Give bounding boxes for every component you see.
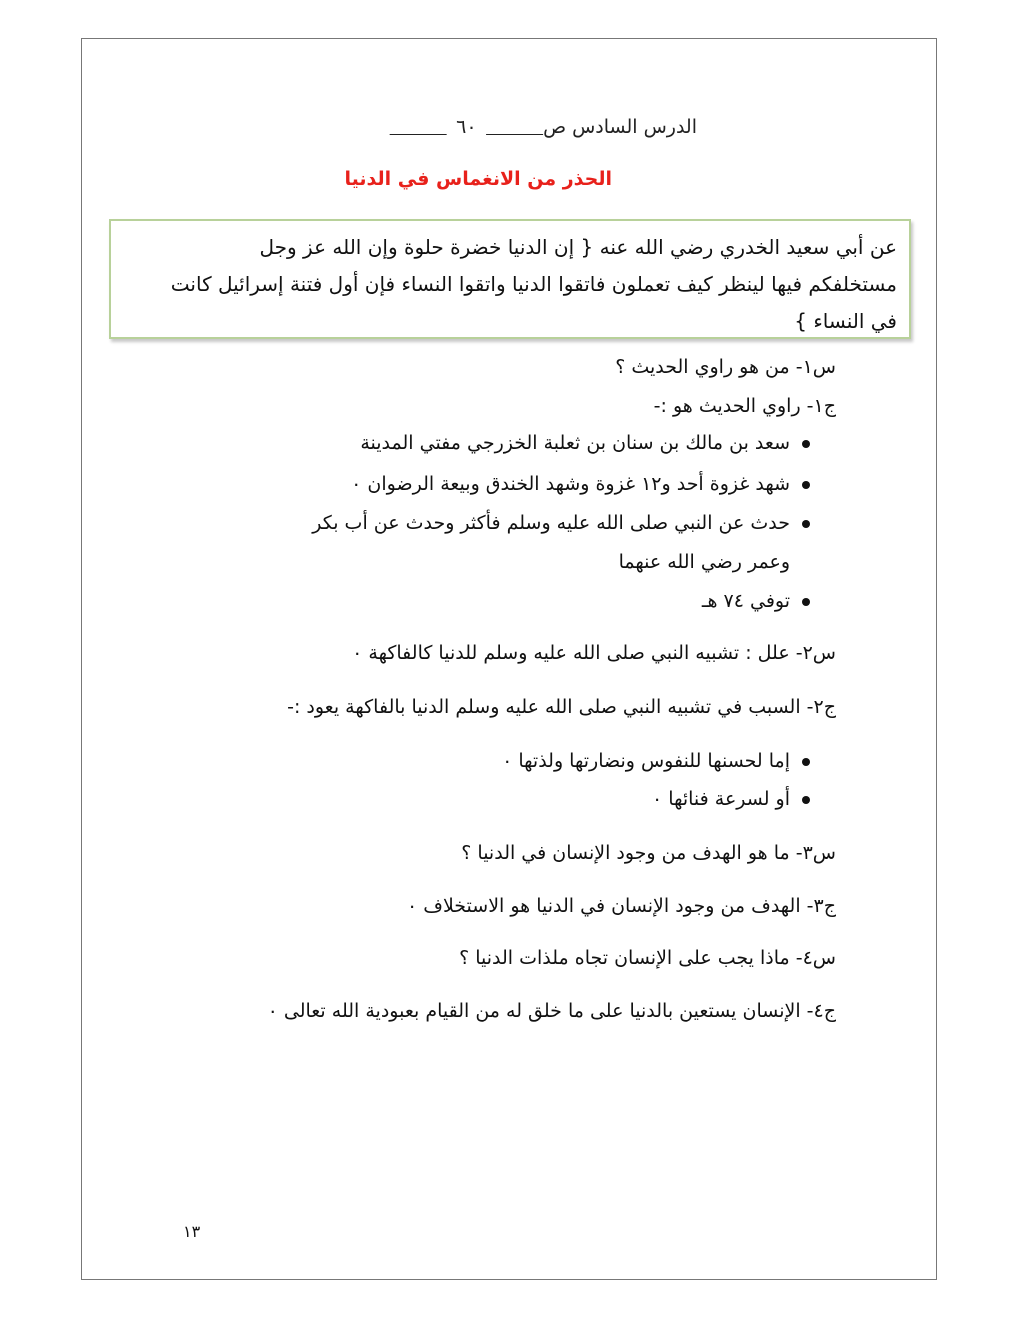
hadith-line: عن أبي سعيد الخدري رضي الله عنه { إن الدنيا خضرة حلوة وإن الله عز وجل <box>259 235 897 259</box>
bullet-text: توفي ٧٤ هـ <box>701 590 790 612</box>
bullet-text: أو لسرعة فنائها ٠ <box>652 788 790 810</box>
q4-answer: ج٤- الإنسان يستعين بالدنيا على ما خلق له من القيام بعبودية الله تعالى ٠ <box>267 1000 836 1022</box>
bullet-icon <box>802 796 810 804</box>
q1-bullet <box>360 432 810 454</box>
q1-answer-intro: ج١- راوي الحديث هو :- <box>653 395 836 417</box>
lesson-title: الحذر من الانغماس في الدنيا <box>344 168 612 190</box>
q2-bullet <box>502 750 810 772</box>
bullet-text: سعد بن مالك بن سنان بن ثعلبة الخزرجي مفتي المدينة <box>360 432 790 454</box>
q1-bullet-continuation: وعمر رضي الله عنهما <box>618 551 790 573</box>
q1-question: س١- من هو راوي الحديث ؟ <box>615 356 836 378</box>
q1-bullet <box>351 473 810 495</box>
hadith-line: مستخلفكم فيها لينظر كيف تعملون فاتقوا الدنيا واتقوا النساء فإن أول فتنة إسرائيل كانت <box>170 272 897 296</box>
header-underline-1 <box>486 116 543 138</box>
hadith-box <box>109 219 911 339</box>
header-underline-2 <box>390 116 447 138</box>
bullet-icon <box>802 598 810 606</box>
lesson-page-ref: ٦٠ <box>456 116 477 138</box>
bullet-icon <box>802 440 810 448</box>
hadith-line: في النساء } <box>794 309 897 333</box>
q1-bullet <box>312 512 810 534</box>
q2-question: س٢- علل : تشبيه النبي صلى الله عليه وسلم للدنيا كالفاكهة ٠ <box>352 642 836 664</box>
q3-answer: ج٣- الهدف من وجود الإنسان في الدنيا هو الاستخلاف ٠ <box>406 895 836 917</box>
bullet-text: شهد غزوة أحد و١٢ غزوة وشهد الخندق وبيعة الرضوان ٠ <box>351 473 790 495</box>
q2-bullet <box>652 788 810 810</box>
bullet-icon <box>802 758 810 766</box>
bullet-icon <box>802 520 810 528</box>
q3-question: س٣- ما هو الهدف من وجود الإنسان في الدنيا ؟ <box>461 842 836 864</box>
bullet-text: حدث عن النبي صلى الله عليه وسلم فأكثر وحدث عن أب بكر <box>312 512 790 534</box>
q1-bullet <box>702 590 810 612</box>
bullet-text: إما لحسنها للنفوس ونضارتها ولذتها ٠ <box>502 750 790 772</box>
q2-answer-intro: ج٢- السبب في تشبيه النبي صلى الله عليه وسلم الدنيا بالفاكهة يعود :- <box>287 696 836 718</box>
bullet-icon <box>802 481 810 489</box>
page-number: ١٣ <box>183 1222 201 1241</box>
lesson-header-text: الدرس السادس ص <box>543 116 697 138</box>
lesson-header <box>390 116 697 138</box>
q4-question: س٤- ماذا يجب على الإنسان تجاه ملذات الدنيا ؟ <box>459 947 836 969</box>
